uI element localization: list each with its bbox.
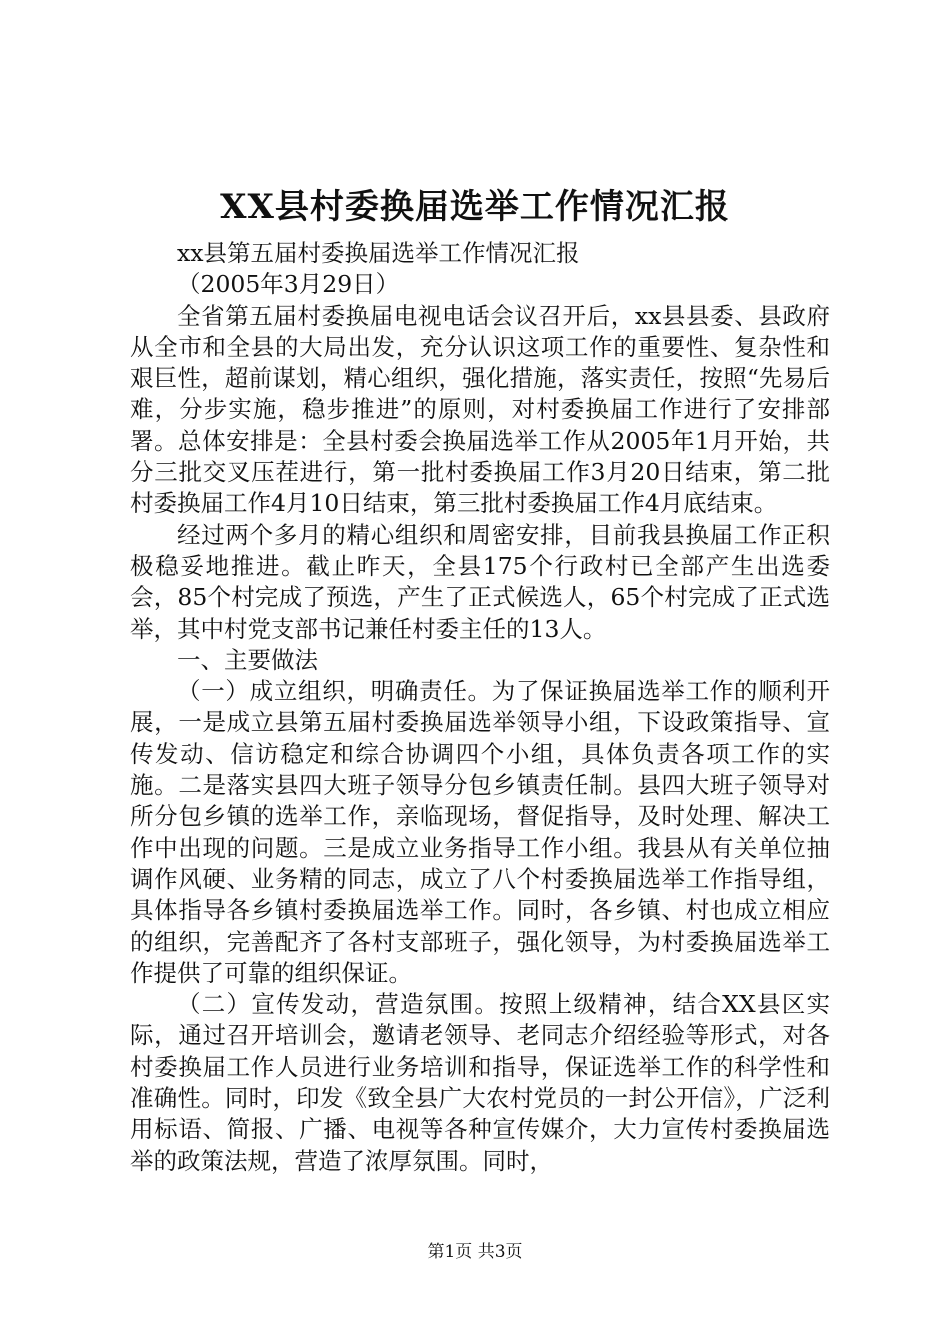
paragraph-publicity: （二）宣传发动，营造氛围。按照上级精神，结合XX县区实际，通过召开培训会，邀请老领导、老同志介绍经验等形式，对各村委换届工作人员进行业务培训和指导，保证选举工作的科学性和准确性。同时，印发《致全县广大农村党员的一封公开信》，广泛利用标语、简报、广播、电视等各种宣传媒介，大力宣传村委换届选举的政策法规，营造了浓厚氛围。同时， xyxy=(130,990,830,1175)
document-body xyxy=(130,238,830,1177)
report-subtitle: xx县第五届村委换届选举工作情况汇报 xyxy=(177,239,580,267)
paragraph-organization: （一）成立组织，明确责任。为了保证换届选举工作的顺利开展，一是成立县第五届村委换届选举领导小组，下设政策指导、宣传发动、信访稳定和综合协调四个小组，具体负责各项工作的实施。二是落实县四大班子领导分包乡镇责任制。县四大班子领导对所分包乡镇的选举工作，亲临现场，督促指导，及时处理、解决工作中出现的问题。三是成立业务指导工作小组。我县从有关单位抽调作风硬、业务精的同志，成立了八个村委换届选举工作指导组，具体指导各乡镇村委换届选举工作。同时，各乡镇、村也成立相应的组织，完善配齐了各村支部班子，强化领导，为村委换届选举工作提供了可靠的组织保证。 xyxy=(130,677,830,987)
paragraph-intro: 全省第五届村委换届电视电话会议召开后，xx县县委、县政府从全市和全县的大局出发，充分认识这项工作的重要性、复杂性和艰巨性，超前谋划，精心组织，强化措施，落实责任，按照“先易后难，分步实施，稳步推进”的原则，对村委换届工作进行了安排部署。总体安排是：全县村委会换届选举工作从2005年1月开始，共分三批交叉压茬进行，第一批村委换届工作3月20日结束，第二批村委换届工作4月10日结束，第三批村委换届工作4月底结束。 xyxy=(130,301,830,518)
section-heading-main-practices: 一、主要做法 xyxy=(177,645,318,674)
report-date: （2005年3月29日） xyxy=(177,270,400,299)
paragraph-progress: 经过两个多月的精心组织和周密安排，目前我县换届工作正积极稳妥地推进。截止昨天，全县175个行政村已全部产生出选委会，85个村完成了预选，产生了正式候选人，65个村完成了正式选举，其中村党支部书记兼任村委主任的13人。 xyxy=(130,520,830,643)
page-number-footer: 第1页 共3页 xyxy=(427,1242,523,1262)
document-title: XX县村委换届选举工作情况汇报 xyxy=(220,187,730,227)
